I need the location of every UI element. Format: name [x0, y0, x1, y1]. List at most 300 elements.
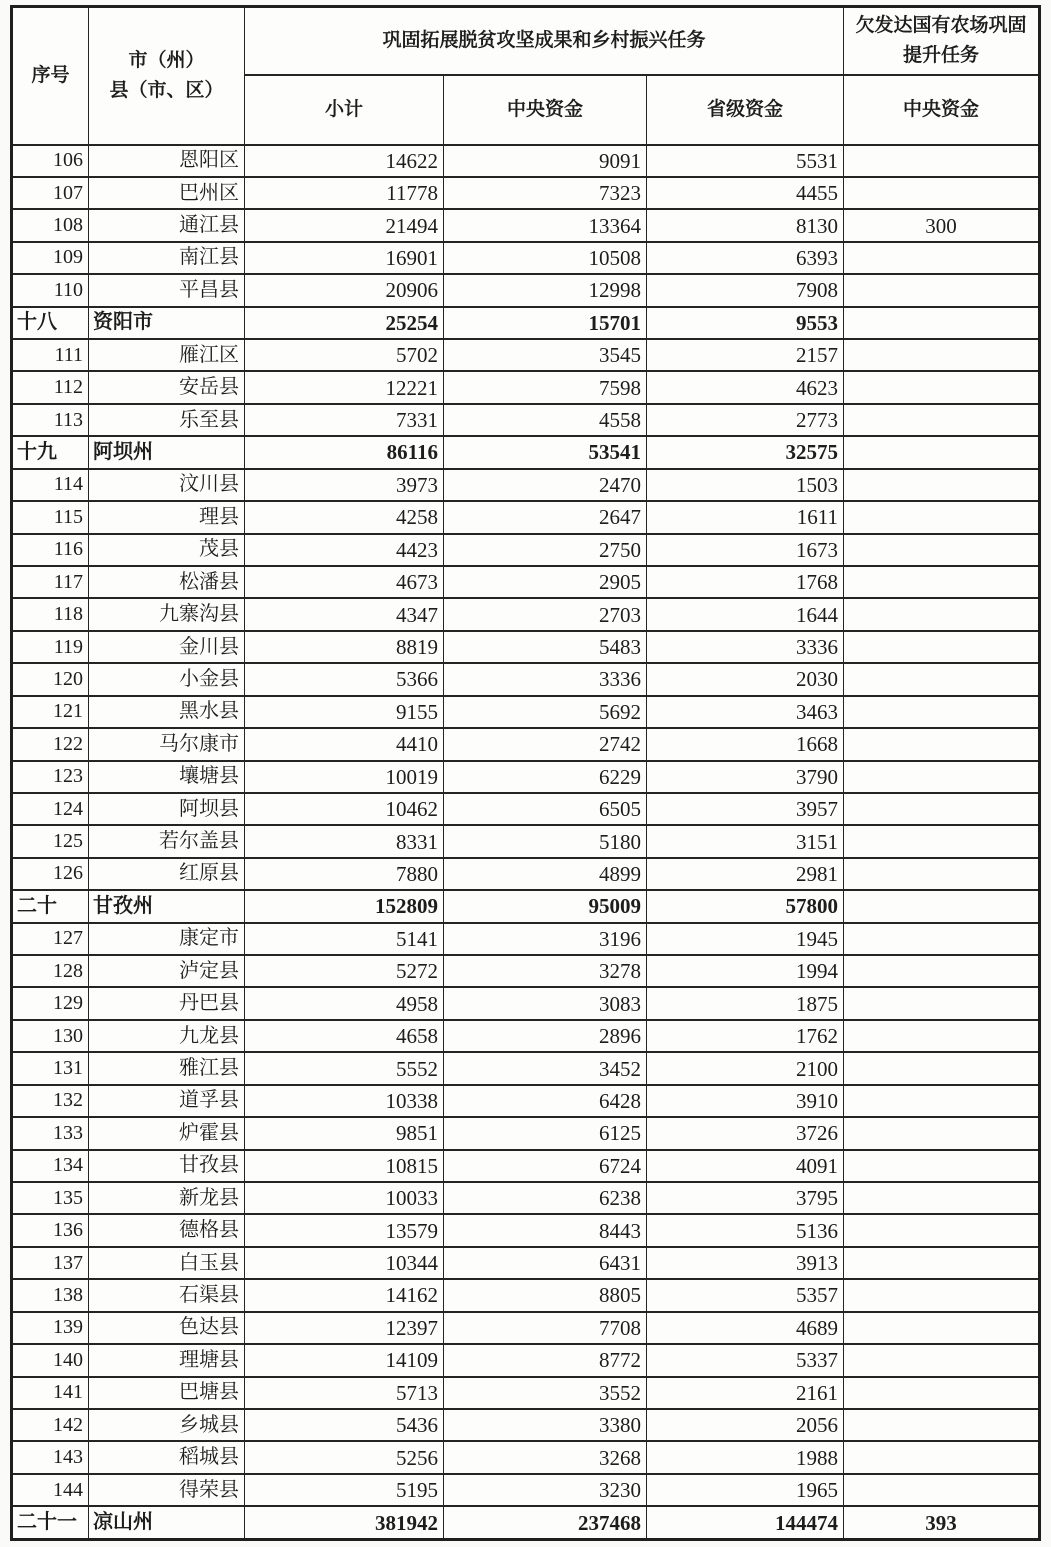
cell-subtotal: 9851 [245, 1117, 444, 1149]
cell-seq: 114 [12, 469, 89, 501]
cell-central-funds: 6431 [444, 1247, 647, 1279]
cell-provincial-funds: 5531 [647, 145, 844, 177]
table-row [12, 1441, 1040, 1473]
header-region-line2: 县（市、区） [109, 79, 224, 101]
cell-provincial-funds: 5136 [647, 1214, 844, 1246]
cell-farm-central [844, 1117, 1040, 1149]
cell-seq: 129 [12, 987, 89, 1019]
cell-subtotal: 10815 [245, 1150, 444, 1182]
header-farm-central-funds: 中央资金 [844, 75, 1040, 145]
cell-seq: 111 [12, 339, 89, 371]
cell-farm-central [844, 1247, 1040, 1279]
cell-provincial-funds: 4623 [647, 371, 844, 403]
cell-provincial-funds: 4455 [647, 177, 844, 209]
cell-subtotal: 4958 [245, 987, 444, 1019]
cell-provincial-funds: 57800 [647, 890, 844, 922]
cell-central-funds: 3380 [444, 1409, 647, 1441]
table-row [12, 1312, 1040, 1344]
cell-subtotal: 25254 [245, 307, 444, 339]
cell-subtotal: 16901 [245, 242, 444, 274]
cell-region-name: 黑水县 [89, 696, 245, 728]
cell-farm-central [844, 1020, 1040, 1052]
cell-seq: 124 [12, 793, 89, 825]
cell-seq: 136 [12, 1214, 89, 1246]
cell-farm-central [844, 987, 1040, 1019]
cell-seq: 127 [12, 923, 89, 955]
cell-central-funds: 3452 [444, 1052, 647, 1084]
cell-farm-central [844, 534, 1040, 566]
cell-subtotal: 14162 [245, 1279, 444, 1311]
cell-provincial-funds: 2773 [647, 404, 844, 436]
header-region [89, 7, 245, 145]
cell-provincial-funds: 3795 [647, 1182, 844, 1214]
cell-region-name: 汶川县 [89, 469, 245, 501]
cell-farm-central [844, 1344, 1040, 1376]
header-row-groups [12, 7, 1040, 75]
cell-subtotal: 8819 [245, 631, 444, 663]
cell-region-name: 色达县 [89, 1312, 245, 1344]
cell-seq: 123 [12, 761, 89, 793]
cell-central-funds: 3552 [444, 1377, 647, 1409]
cell-subtotal: 5713 [245, 1377, 444, 1409]
cell-region-name: 壤塘县 [89, 761, 245, 793]
cell-central-funds: 5692 [444, 696, 647, 728]
table-row [12, 663, 1040, 695]
cell-central-funds: 3196 [444, 923, 647, 955]
cell-provincial-funds: 2100 [647, 1052, 844, 1084]
cell-farm-central [844, 404, 1040, 436]
table-row [12, 501, 1040, 533]
cell-subtotal: 10462 [245, 793, 444, 825]
cell-central-funds: 3083 [444, 987, 647, 1019]
table-row [12, 1506, 1040, 1539]
cell-subtotal: 13579 [245, 1214, 444, 1246]
cell-subtotal: 10344 [245, 1247, 444, 1279]
cell-central-funds: 6724 [444, 1150, 647, 1182]
cell-seq: 117 [12, 566, 89, 598]
cell-region-name: 九龙县 [89, 1020, 245, 1052]
cell-subtotal: 11778 [245, 177, 444, 209]
cell-seq: 135 [12, 1182, 89, 1214]
cell-subtotal: 4423 [245, 534, 444, 566]
cell-central-funds: 7598 [444, 371, 647, 403]
cell-subtotal: 4258 [245, 501, 444, 533]
cell-provincial-funds: 1994 [647, 955, 844, 987]
table-row [12, 923, 1040, 955]
cell-seq: 107 [12, 177, 89, 209]
cell-provincial-funds: 7908 [647, 274, 844, 306]
cell-subtotal: 21494 [245, 209, 444, 241]
cell-farm-central [844, 696, 1040, 728]
cell-central-funds: 2742 [444, 728, 647, 760]
cell-central-funds: 3336 [444, 663, 647, 695]
cell-central-funds: 10508 [444, 242, 647, 274]
cell-seq: 133 [12, 1117, 89, 1149]
cell-farm-central [844, 1409, 1040, 1441]
cell-provincial-funds: 3151 [647, 825, 844, 857]
table-row [12, 177, 1040, 209]
cell-central-funds: 2750 [444, 534, 647, 566]
cell-central-funds: 3230 [444, 1474, 647, 1506]
cell-region-name: 甘孜县 [89, 1150, 245, 1182]
cell-provincial-funds: 4091 [647, 1150, 844, 1182]
cell-subtotal: 5141 [245, 923, 444, 955]
cell-seq: 109 [12, 242, 89, 274]
cell-central-funds: 8772 [444, 1344, 647, 1376]
cell-subtotal: 10033 [245, 1182, 444, 1214]
cell-region-name: 马尔康市 [89, 728, 245, 760]
cell-seq: 139 [12, 1312, 89, 1344]
cell-central-funds: 8443 [444, 1214, 647, 1246]
table-row [12, 1247, 1040, 1279]
table-row [12, 987, 1040, 1019]
cell-subtotal: 5272 [245, 955, 444, 987]
cell-farm-central [844, 631, 1040, 663]
cell-provincial-funds: 1611 [647, 501, 844, 533]
table-row [12, 631, 1040, 663]
cell-seq: 140 [12, 1344, 89, 1376]
cell-region-name: 炉霍县 [89, 1117, 245, 1149]
cell-farm-central [844, 1377, 1040, 1409]
cell-subtotal: 9155 [245, 696, 444, 728]
cell-seq: 122 [12, 728, 89, 760]
cell-provincial-funds: 2030 [647, 663, 844, 695]
table-row [12, 1020, 1040, 1052]
table-row [12, 1279, 1040, 1311]
cell-farm-central [844, 1150, 1040, 1182]
cell-provincial-funds: 4689 [647, 1312, 844, 1344]
cell-central-funds: 237468 [444, 1506, 647, 1539]
cell-seq: 141 [12, 1377, 89, 1409]
cell-provincial-funds: 1875 [647, 987, 844, 1019]
cell-region-name: 稻城县 [89, 1441, 245, 1473]
cell-seq: 128 [12, 955, 89, 987]
cell-farm-central: 300 [844, 209, 1040, 241]
cell-farm-central [844, 339, 1040, 371]
cell-subtotal: 5702 [245, 339, 444, 371]
cell-seq: 143 [12, 1441, 89, 1473]
header-provincial-funds: 省级资金 [647, 75, 844, 145]
cell-provincial-funds: 3957 [647, 793, 844, 825]
table-row [12, 145, 1040, 177]
cell-subtotal: 152809 [245, 890, 444, 922]
cell-central-funds: 2647 [444, 501, 647, 533]
cell-provincial-funds: 1768 [647, 566, 844, 598]
cell-subtotal: 8331 [245, 825, 444, 857]
cell-central-funds: 15701 [444, 307, 647, 339]
cell-central-funds: 3268 [444, 1441, 647, 1473]
cell-subtotal: 5256 [245, 1441, 444, 1473]
table-row [12, 307, 1040, 339]
cell-farm-central [844, 566, 1040, 598]
cell-farm-central [844, 1279, 1040, 1311]
table-row [12, 1085, 1040, 1117]
table-row [12, 793, 1040, 825]
cell-subtotal: 10019 [245, 761, 444, 793]
cell-seq: 130 [12, 1020, 89, 1052]
cell-central-funds: 95009 [444, 890, 647, 922]
cell-provincial-funds: 5357 [647, 1279, 844, 1311]
cell-region-name: 白玉县 [89, 1247, 245, 1279]
cell-central-funds: 5483 [444, 631, 647, 663]
cell-provincial-funds: 9553 [647, 307, 844, 339]
table-row [12, 209, 1040, 241]
cell-central-funds: 2905 [444, 566, 647, 598]
cell-subtotal: 12397 [245, 1312, 444, 1344]
table-row [12, 274, 1040, 306]
cell-central-funds: 53541 [444, 436, 647, 468]
cell-subtotal: 381942 [245, 1506, 444, 1539]
cell-farm-central [844, 307, 1040, 339]
cell-region-name: 松潘县 [89, 566, 245, 598]
cell-region-name: 巴塘县 [89, 1377, 245, 1409]
cell-farm-central [844, 1441, 1040, 1473]
header-central-funds: 中央资金 [444, 75, 647, 145]
cell-region-name: 得荣县 [89, 1474, 245, 1506]
table-row [12, 825, 1040, 857]
cell-region-name: 泸定县 [89, 955, 245, 987]
cell-region-name: 恩阳区 [89, 145, 245, 177]
cell-central-funds: 9091 [444, 145, 647, 177]
cell-seq: 126 [12, 858, 89, 890]
cell-seq: 120 [12, 663, 89, 695]
cell-region-name: 金川县 [89, 631, 245, 663]
cell-provincial-funds: 2981 [647, 858, 844, 890]
cell-central-funds: 6125 [444, 1117, 647, 1149]
cell-central-funds: 7323 [444, 177, 647, 209]
cell-provincial-funds: 1673 [647, 534, 844, 566]
cell-farm-central [844, 371, 1040, 403]
cell-seq: 144 [12, 1474, 89, 1506]
cell-central-funds: 2703 [444, 598, 647, 630]
cell-central-funds: 2470 [444, 469, 647, 501]
cell-region-name: 通江县 [89, 209, 245, 241]
header-group-state-farm: 欠发达国有农场巩固提升任务 [844, 7, 1040, 75]
header-region-line1: 市（州） [128, 50, 205, 72]
cell-seq: 108 [12, 209, 89, 241]
cell-provincial-funds: 1945 [647, 923, 844, 955]
cell-region-name: 平昌县 [89, 274, 245, 306]
cell-provincial-funds: 3910 [647, 1085, 844, 1117]
cell-seq: 119 [12, 631, 89, 663]
cell-region-name: 石渠县 [89, 1279, 245, 1311]
table-header [12, 7, 1040, 145]
cell-farm-central [844, 955, 1040, 987]
cell-seq: 137 [12, 1247, 89, 1279]
cell-region-name: 理塘县 [89, 1344, 245, 1376]
cell-provincial-funds: 1988 [647, 1441, 844, 1473]
cell-central-funds: 3545 [444, 339, 647, 371]
cell-seq: 十八 [12, 307, 89, 339]
cell-seq: 二十 [12, 890, 89, 922]
cell-subtotal: 7880 [245, 858, 444, 890]
funding-allocation-table [10, 5, 1041, 1541]
table-row [12, 1377, 1040, 1409]
cell-central-funds: 6238 [444, 1182, 647, 1214]
cell-subtotal: 4658 [245, 1020, 444, 1052]
table-row [12, 1474, 1040, 1506]
cell-provincial-funds: 8130 [647, 209, 844, 241]
cell-region-name: 甘孜州 [89, 890, 245, 922]
cell-seq: 121 [12, 696, 89, 728]
cell-seq: 131 [12, 1052, 89, 1084]
table-row [12, 1182, 1040, 1214]
cell-central-funds: 6505 [444, 793, 647, 825]
cell-seq: 116 [12, 534, 89, 566]
cell-farm-central [844, 1085, 1040, 1117]
cell-region-name: 资阳市 [89, 307, 245, 339]
cell-seq: 134 [12, 1150, 89, 1182]
cell-region-name: 新龙县 [89, 1182, 245, 1214]
cell-provincial-funds: 3336 [647, 631, 844, 663]
table-row [12, 1409, 1040, 1441]
cell-central-funds: 6229 [444, 761, 647, 793]
cell-seq: 113 [12, 404, 89, 436]
cell-region-name: 巴州区 [89, 177, 245, 209]
cell-farm-central [844, 242, 1040, 274]
cell-farm-central [844, 145, 1040, 177]
table-row [12, 566, 1040, 598]
cell-central-funds: 4558 [444, 404, 647, 436]
cell-farm-central [844, 469, 1040, 501]
cell-subtotal: 4673 [245, 566, 444, 598]
cell-region-name: 红原县 [89, 858, 245, 890]
cell-provincial-funds: 1762 [647, 1020, 844, 1052]
cell-subtotal: 5195 [245, 1474, 444, 1506]
cell-subtotal: 12221 [245, 371, 444, 403]
cell-region-name: 德格县 [89, 1214, 245, 1246]
cell-region-name: 雁江区 [89, 339, 245, 371]
cell-farm-central [844, 858, 1040, 890]
table-row [12, 404, 1040, 436]
cell-provincial-funds: 5337 [647, 1344, 844, 1376]
table-row [12, 1117, 1040, 1149]
table-row [12, 1052, 1040, 1084]
cell-provincial-funds: 3913 [647, 1247, 844, 1279]
table-row [12, 339, 1040, 371]
cell-central-funds: 2896 [444, 1020, 647, 1052]
cell-subtotal: 4410 [245, 728, 444, 760]
cell-central-funds: 3278 [444, 955, 647, 987]
cell-farm-central [844, 761, 1040, 793]
table-row [12, 1214, 1040, 1246]
cell-central-funds: 6428 [444, 1085, 647, 1117]
cell-provincial-funds: 144474 [647, 1506, 844, 1539]
cell-farm-central [844, 923, 1040, 955]
cell-region-name: 乡城县 [89, 1409, 245, 1441]
table-row [12, 890, 1040, 922]
cell-farm-central [844, 793, 1040, 825]
cell-farm-central [844, 825, 1040, 857]
table-row [12, 242, 1040, 274]
cell-central-funds: 4899 [444, 858, 647, 890]
table-row [12, 858, 1040, 890]
cell-subtotal: 4347 [245, 598, 444, 630]
cell-provincial-funds: 1668 [647, 728, 844, 760]
cell-provincial-funds: 3790 [647, 761, 844, 793]
cell-farm-central [844, 1052, 1040, 1084]
table-row [12, 469, 1040, 501]
cell-seq: 118 [12, 598, 89, 630]
cell-subtotal: 5552 [245, 1052, 444, 1084]
cell-provincial-funds: 2056 [647, 1409, 844, 1441]
table-row [12, 761, 1040, 793]
cell-provincial-funds: 6393 [647, 242, 844, 274]
table-row [12, 1344, 1040, 1376]
cell-seq: 112 [12, 371, 89, 403]
cell-provincial-funds: 1503 [647, 469, 844, 501]
cell-seq: 110 [12, 274, 89, 306]
cell-farm-central [844, 663, 1040, 695]
cell-region-name: 安岳县 [89, 371, 245, 403]
cell-subtotal: 20906 [245, 274, 444, 306]
cell-region-name: 道孚县 [89, 1085, 245, 1117]
cell-farm-central [844, 274, 1040, 306]
header-seq: 序号 [12, 7, 89, 145]
cell-seq: 125 [12, 825, 89, 857]
cell-seq: 142 [12, 1409, 89, 1441]
cell-farm-central [844, 1182, 1040, 1214]
cell-farm-central: 393 [844, 1506, 1040, 1539]
cell-region-name: 九寨沟县 [89, 598, 245, 630]
header-group-poverty-alleviation: 巩固拓展脱贫攻坚成果和乡村振兴任务 [245, 7, 844, 75]
cell-provincial-funds: 1644 [647, 598, 844, 630]
cell-region-name: 南江县 [89, 242, 245, 274]
cell-seq: 二十一 [12, 1506, 89, 1539]
cell-farm-central [844, 1312, 1040, 1344]
cell-farm-central [844, 1474, 1040, 1506]
cell-farm-central [844, 436, 1040, 468]
cell-central-funds: 12998 [444, 274, 647, 306]
cell-subtotal: 3973 [245, 469, 444, 501]
cell-farm-central [844, 501, 1040, 533]
cell-region-name: 阿坝县 [89, 793, 245, 825]
table-row [12, 598, 1040, 630]
cell-region-name: 乐至县 [89, 404, 245, 436]
cell-region-name: 凉山州 [89, 1506, 245, 1539]
cell-subtotal: 7331 [245, 404, 444, 436]
cell-provincial-funds: 3463 [647, 696, 844, 728]
table-row [12, 728, 1040, 760]
table-row [12, 436, 1040, 468]
cell-region-name: 理县 [89, 501, 245, 533]
cell-seq: 115 [12, 501, 89, 533]
cell-region-name: 雅江县 [89, 1052, 245, 1084]
cell-provincial-funds: 1965 [647, 1474, 844, 1506]
header-subtotal: 小计 [245, 75, 444, 145]
cell-subtotal: 5436 [245, 1409, 444, 1441]
cell-region-name: 丹巴县 [89, 987, 245, 1019]
cell-seq: 132 [12, 1085, 89, 1117]
cell-region-name: 茂县 [89, 534, 245, 566]
cell-subtotal: 10338 [245, 1085, 444, 1117]
cell-region-name: 小金县 [89, 663, 245, 695]
cell-seq: 十九 [12, 436, 89, 468]
table-row [12, 371, 1040, 403]
cell-farm-central [844, 1214, 1040, 1246]
cell-central-funds: 5180 [444, 825, 647, 857]
cell-subtotal: 86116 [245, 436, 444, 468]
cell-central-funds: 13364 [444, 209, 647, 241]
cell-farm-central [844, 890, 1040, 922]
table-body [12, 145, 1040, 1540]
table-row [12, 1150, 1040, 1182]
cell-farm-central [844, 177, 1040, 209]
cell-region-name: 若尔盖县 [89, 825, 245, 857]
cell-seq: 106 [12, 145, 89, 177]
cell-provincial-funds: 2157 [647, 339, 844, 371]
table-row [12, 696, 1040, 728]
